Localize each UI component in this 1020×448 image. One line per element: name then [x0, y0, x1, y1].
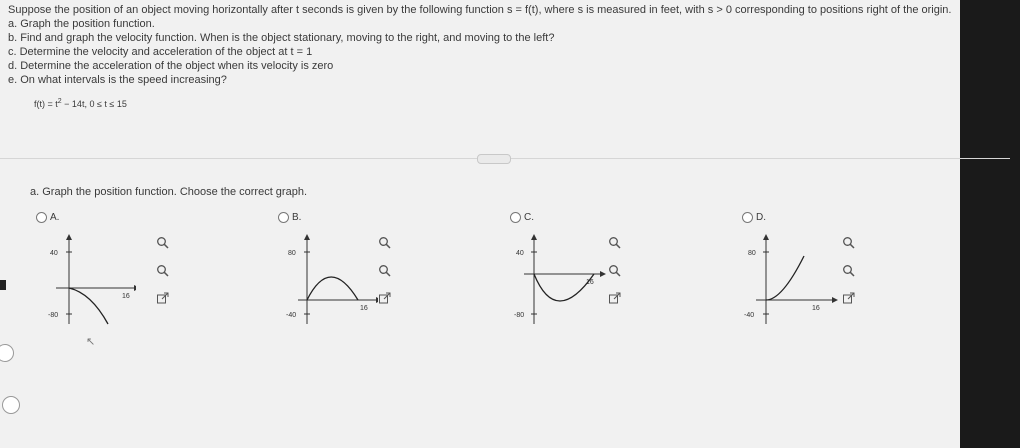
- expand-handle[interactable]: [477, 154, 511, 164]
- option-c-curve: [534, 274, 594, 301]
- option-b-radio[interactable]: [278, 212, 289, 223]
- option-a-ytop: 40: [50, 250, 58, 257]
- question-item-c: c. Determine the velocity and acceleration of the object at t = 1: [8, 46, 313, 58]
- option-c-ytop: 40: [516, 250, 524, 257]
- question-intro: Suppose the position of an object moving horizontally after t seconds is given by the following function s = f(t), where s is measured in feet, with s > 0 corresponding to positions right of the origin.: [8, 4, 952, 16]
- option-a-curve: [69, 288, 108, 324]
- answer-prompt: a. Graph the position function. Choose the correct graph.: [30, 186, 307, 198]
- zoom-in-icon[interactable]: [608, 236, 621, 249]
- option-a-label: A.: [50, 212, 60, 223]
- question-item-e: e. On what intervals is the speed increasing?: [8, 74, 227, 86]
- formula-main: f(t) = t: [34, 99, 58, 109]
- zoom-in-icon[interactable]: [842, 236, 855, 249]
- zoom-in-icon[interactable]: [378, 236, 391, 249]
- formula-rest: − 14t, 0 ≤ t ≤ 15: [61, 99, 127, 109]
- nav-circle-1[interactable]: [0, 344, 14, 362]
- right-edge-bar: [960, 0, 1020, 448]
- option-d-ytop: 80: [748, 250, 756, 257]
- option-b-xtick: 16: [360, 305, 368, 312]
- question-item-b: b. Find and graph the velocity function. When is the object stationary, moving to the right, and moving to the left?: [8, 32, 555, 44]
- left-edge-marker: [0, 280, 6, 290]
- question-item-a: a. Graph the position function.: [8, 18, 155, 30]
- option-b-ybottom: -40: [286, 312, 297, 319]
- option-d-graph: [742, 228, 842, 328]
- option-d-ybottom: -40: [744, 312, 755, 319]
- external-link-icon[interactable]: [156, 292, 169, 305]
- nav-circle-2[interactable]: [2, 396, 20, 414]
- option-c-graph: [510, 228, 610, 328]
- external-link-icon[interactable]: [842, 292, 855, 305]
- option-b-graph: [278, 228, 378, 328]
- option-c-radio[interactable]: [510, 212, 521, 223]
- option-b-curve: [307, 277, 358, 300]
- option-d-xtick: 16: [812, 305, 820, 312]
- option-b-label: B.: [292, 212, 302, 223]
- external-link-icon[interactable]: [608, 292, 621, 305]
- zoom-out-icon[interactable]: [156, 264, 169, 277]
- option-d-label: D.: [756, 212, 766, 223]
- option-a-ybottom: -80: [48, 312, 59, 319]
- option-c-ybottom: -80: [514, 312, 525, 319]
- option-a-graph: [36, 228, 136, 328]
- formula-exponent: 2: [57, 98, 62, 105]
- option-c-label: C.: [524, 212, 534, 223]
- position-function: [34, 98, 127, 109]
- zoom-out-icon[interactable]: [378, 264, 391, 277]
- zoom-out-icon[interactable]: [608, 264, 621, 277]
- question-item-d: d. Determine the acceleration of the object when its velocity is zero: [8, 60, 334, 72]
- option-c-xtick: 16: [586, 279, 594, 286]
- zoom-in-icon[interactable]: [156, 236, 169, 249]
- option-b-ytop: 80: [288, 250, 296, 257]
- option-a-xtick: 16: [122, 293, 130, 300]
- cursor-icon: ↖: [86, 336, 96, 348]
- zoom-out-icon[interactable]: [842, 264, 855, 277]
- option-d-radio[interactable]: [742, 212, 753, 223]
- option-d-curve: [766, 256, 804, 300]
- option-a-radio[interactable]: [36, 212, 47, 223]
- external-link-icon[interactable]: [378, 292, 391, 305]
